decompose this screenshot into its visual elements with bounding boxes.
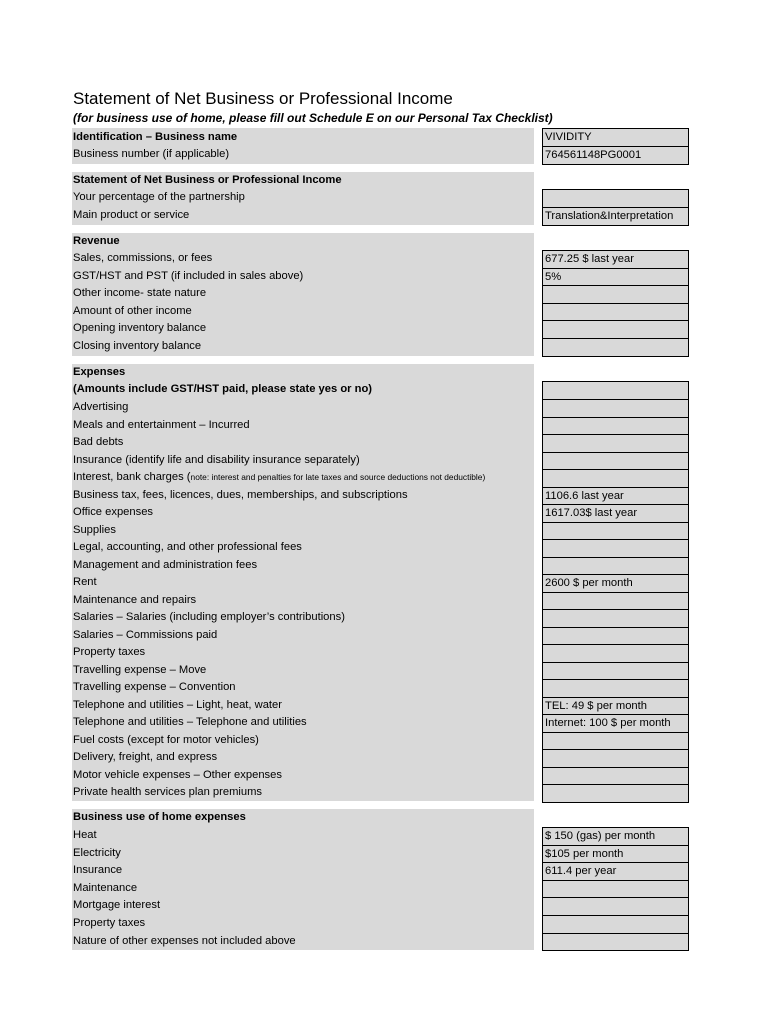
expenses-heading: Expenses <box>73 366 126 378</box>
expense-row-label: Delivery, freight, and express <box>73 751 218 763</box>
home-expenses-heading: Business use of home expenses <box>73 811 246 823</box>
revenue-row-label: Other income- state nature <box>73 287 207 300</box>
expense-row-label: Legal, accounting, and other professional fees <box>73 541 302 553</box>
expense-row-field[interactable] <box>542 522 689 541</box>
expense-row-label: Travelling expense – Convention <box>73 681 236 693</box>
revenue-row-label: GST/HST and PST (if included in sales above) <box>73 269 304 282</box>
home-expense-row-label: Electricity <box>73 846 121 859</box>
product-label: Main product or service <box>73 209 190 221</box>
expense-row-field[interactable] <box>542 749 689 768</box>
expense-row-label: Property taxes <box>73 646 146 658</box>
expense-row-label: Travelling expense – Move <box>73 663 207 676</box>
expense-row-label: Insurance (identify life and disability insurance separately) <box>73 453 360 466</box>
expense-row-field[interactable] <box>542 399 689 418</box>
expense-row-label: Salaries – Commissions paid <box>73 628 218 641</box>
revenue-heading: Revenue <box>73 235 120 247</box>
expense-row-field[interactable]: 1106.6 last year <box>542 487 689 506</box>
home-expense-row-field[interactable] <box>542 933 689 952</box>
expense-row-field[interactable] <box>542 434 689 453</box>
expense-row-field[interactable] <box>542 417 689 436</box>
business-name-field[interactable]: VIVIDITY <box>542 128 689 147</box>
expense-row-field[interactable] <box>542 539 689 558</box>
revenue-row-label: Sales, commissions, or fees <box>73 252 213 264</box>
interest-bank-charges-label <box>73 469 485 487</box>
revenue-row-field[interactable] <box>542 285 689 304</box>
home-expense-row-field[interactable] <box>542 915 689 934</box>
expense-row-label: Private health services plan premiums <box>73 786 263 798</box>
expense-row-label: Meals and entertainment – Incurred <box>73 418 250 431</box>
home-expense-row-label: Property taxes <box>73 917 146 929</box>
home-expense-row-field[interactable] <box>542 897 689 916</box>
expense-row-field[interactable] <box>542 469 689 488</box>
expense-row-field[interactable] <box>542 557 689 576</box>
expense-row-field[interactable] <box>542 679 689 698</box>
home-expense-row-label: Maintenance <box>73 881 138 894</box>
partnership-field[interactable] <box>542 189 689 208</box>
form-title: Statement of Net Business or Professional Income <box>73 89 453 108</box>
expense-row-field[interactable]: 2600 $ per month <box>542 574 689 593</box>
expense-row-label: Business tax, fees, licences, dues, memberships, and subscriptions <box>73 488 408 501</box>
expense-row-field[interactable] <box>542 609 689 628</box>
expense-row-label: Telephone and utilities – Light, heat, water <box>73 698 282 711</box>
expense-row-field[interactable]: TEL: 49 $ per month <box>542 697 689 716</box>
expense-row-label: Rent <box>73 576 97 588</box>
expense-row-label: Motor vehicle expenses – Other expenses <box>73 768 282 781</box>
revenue-row-field[interactable]: 677.25 $ last year <box>542 250 689 269</box>
home-expense-row-label: Heat <box>73 829 97 841</box>
expense-row-field[interactable] <box>542 452 689 471</box>
product-field[interactable]: Translation&Interpretation <box>542 207 689 226</box>
home-expense-row-field[interactable]: 611.4 per year <box>542 862 689 881</box>
expense-row-field[interactable] <box>542 592 689 611</box>
expense-row-field[interactable] <box>542 732 689 751</box>
revenue-row-field[interactable] <box>542 303 689 322</box>
expense-row-field[interactable] <box>542 767 689 786</box>
expense-row-label: Fuel costs (except for motor vehicles) <box>73 733 259 746</box>
expense-row-field[interactable]: Internet: 100 $ per month <box>542 714 689 733</box>
home-expense-row-field[interactable] <box>542 880 689 899</box>
expenses-subheading: (Amounts include GST/HST paid, please state yes or no) <box>73 383 373 395</box>
expense-row-label: Bad debts <box>73 436 124 448</box>
expense-row-field[interactable] <box>542 644 689 663</box>
revenue-row-field[interactable] <box>542 338 689 357</box>
business-number-field[interactable]: 764561148PG0001 <box>542 146 689 165</box>
revenue-row-label: Closing inventory balance <box>73 340 202 352</box>
expense-row-label: Maintenance and repairs <box>73 593 197 606</box>
expenses-heading-field[interactable] <box>542 381 689 400</box>
home-expense-row-field[interactable]: $105 per month <box>542 845 689 864</box>
expense-row-label: Supplies <box>73 523 116 536</box>
interest-label-text: Interest, bank charges ( <box>73 471 191 483</box>
expense-row-label: Office expenses <box>73 506 154 518</box>
home-expense-row-field[interactable]: $ 150 (gas) per month <box>542 827 689 846</box>
revenue-row-field[interactable] <box>542 320 689 339</box>
home-expense-row-label: Mortgage interest <box>73 899 161 912</box>
interest-note: note: interest and penalties for late taxes and source deductions not deductible) <box>190 472 486 482</box>
expense-row-label: Telephone and utilities – Telephone and utilities <box>73 716 307 728</box>
form-subtitle: (for business use of home, please fill out Schedule E on our Personal Tax Checklist) <box>73 111 553 125</box>
expense-row-field[interactable]: 1617.03$ last year <box>542 504 689 523</box>
expense-row-label: Management and administration fees <box>73 558 258 571</box>
statement-heading: Statement of Net Business or Professional Income <box>73 174 342 186</box>
revenue-row-label: Opening inventory balance <box>73 322 207 335</box>
expense-row-field[interactable] <box>542 662 689 681</box>
expense-row-field[interactable] <box>542 784 689 803</box>
expense-row-label: Salaries – Salaries (including employer’s contributions) <box>73 611 345 623</box>
partnership-label: Your percentage of the partnership <box>73 191 245 203</box>
business-number-label: Business number (if applicable) <box>73 148 230 160</box>
expense-row-label: Advertising <box>73 401 129 413</box>
business-name-label: Identification – Business name <box>73 131 238 143</box>
revenue-row-label: Amount of other income <box>73 304 192 317</box>
home-expense-row-label: Insurance <box>73 864 123 877</box>
home-expense-row-label: Nature of other expenses not included above <box>73 934 296 947</box>
revenue-row-field[interactable]: 5% <box>542 268 689 287</box>
expense-row-field[interactable] <box>542 627 689 646</box>
